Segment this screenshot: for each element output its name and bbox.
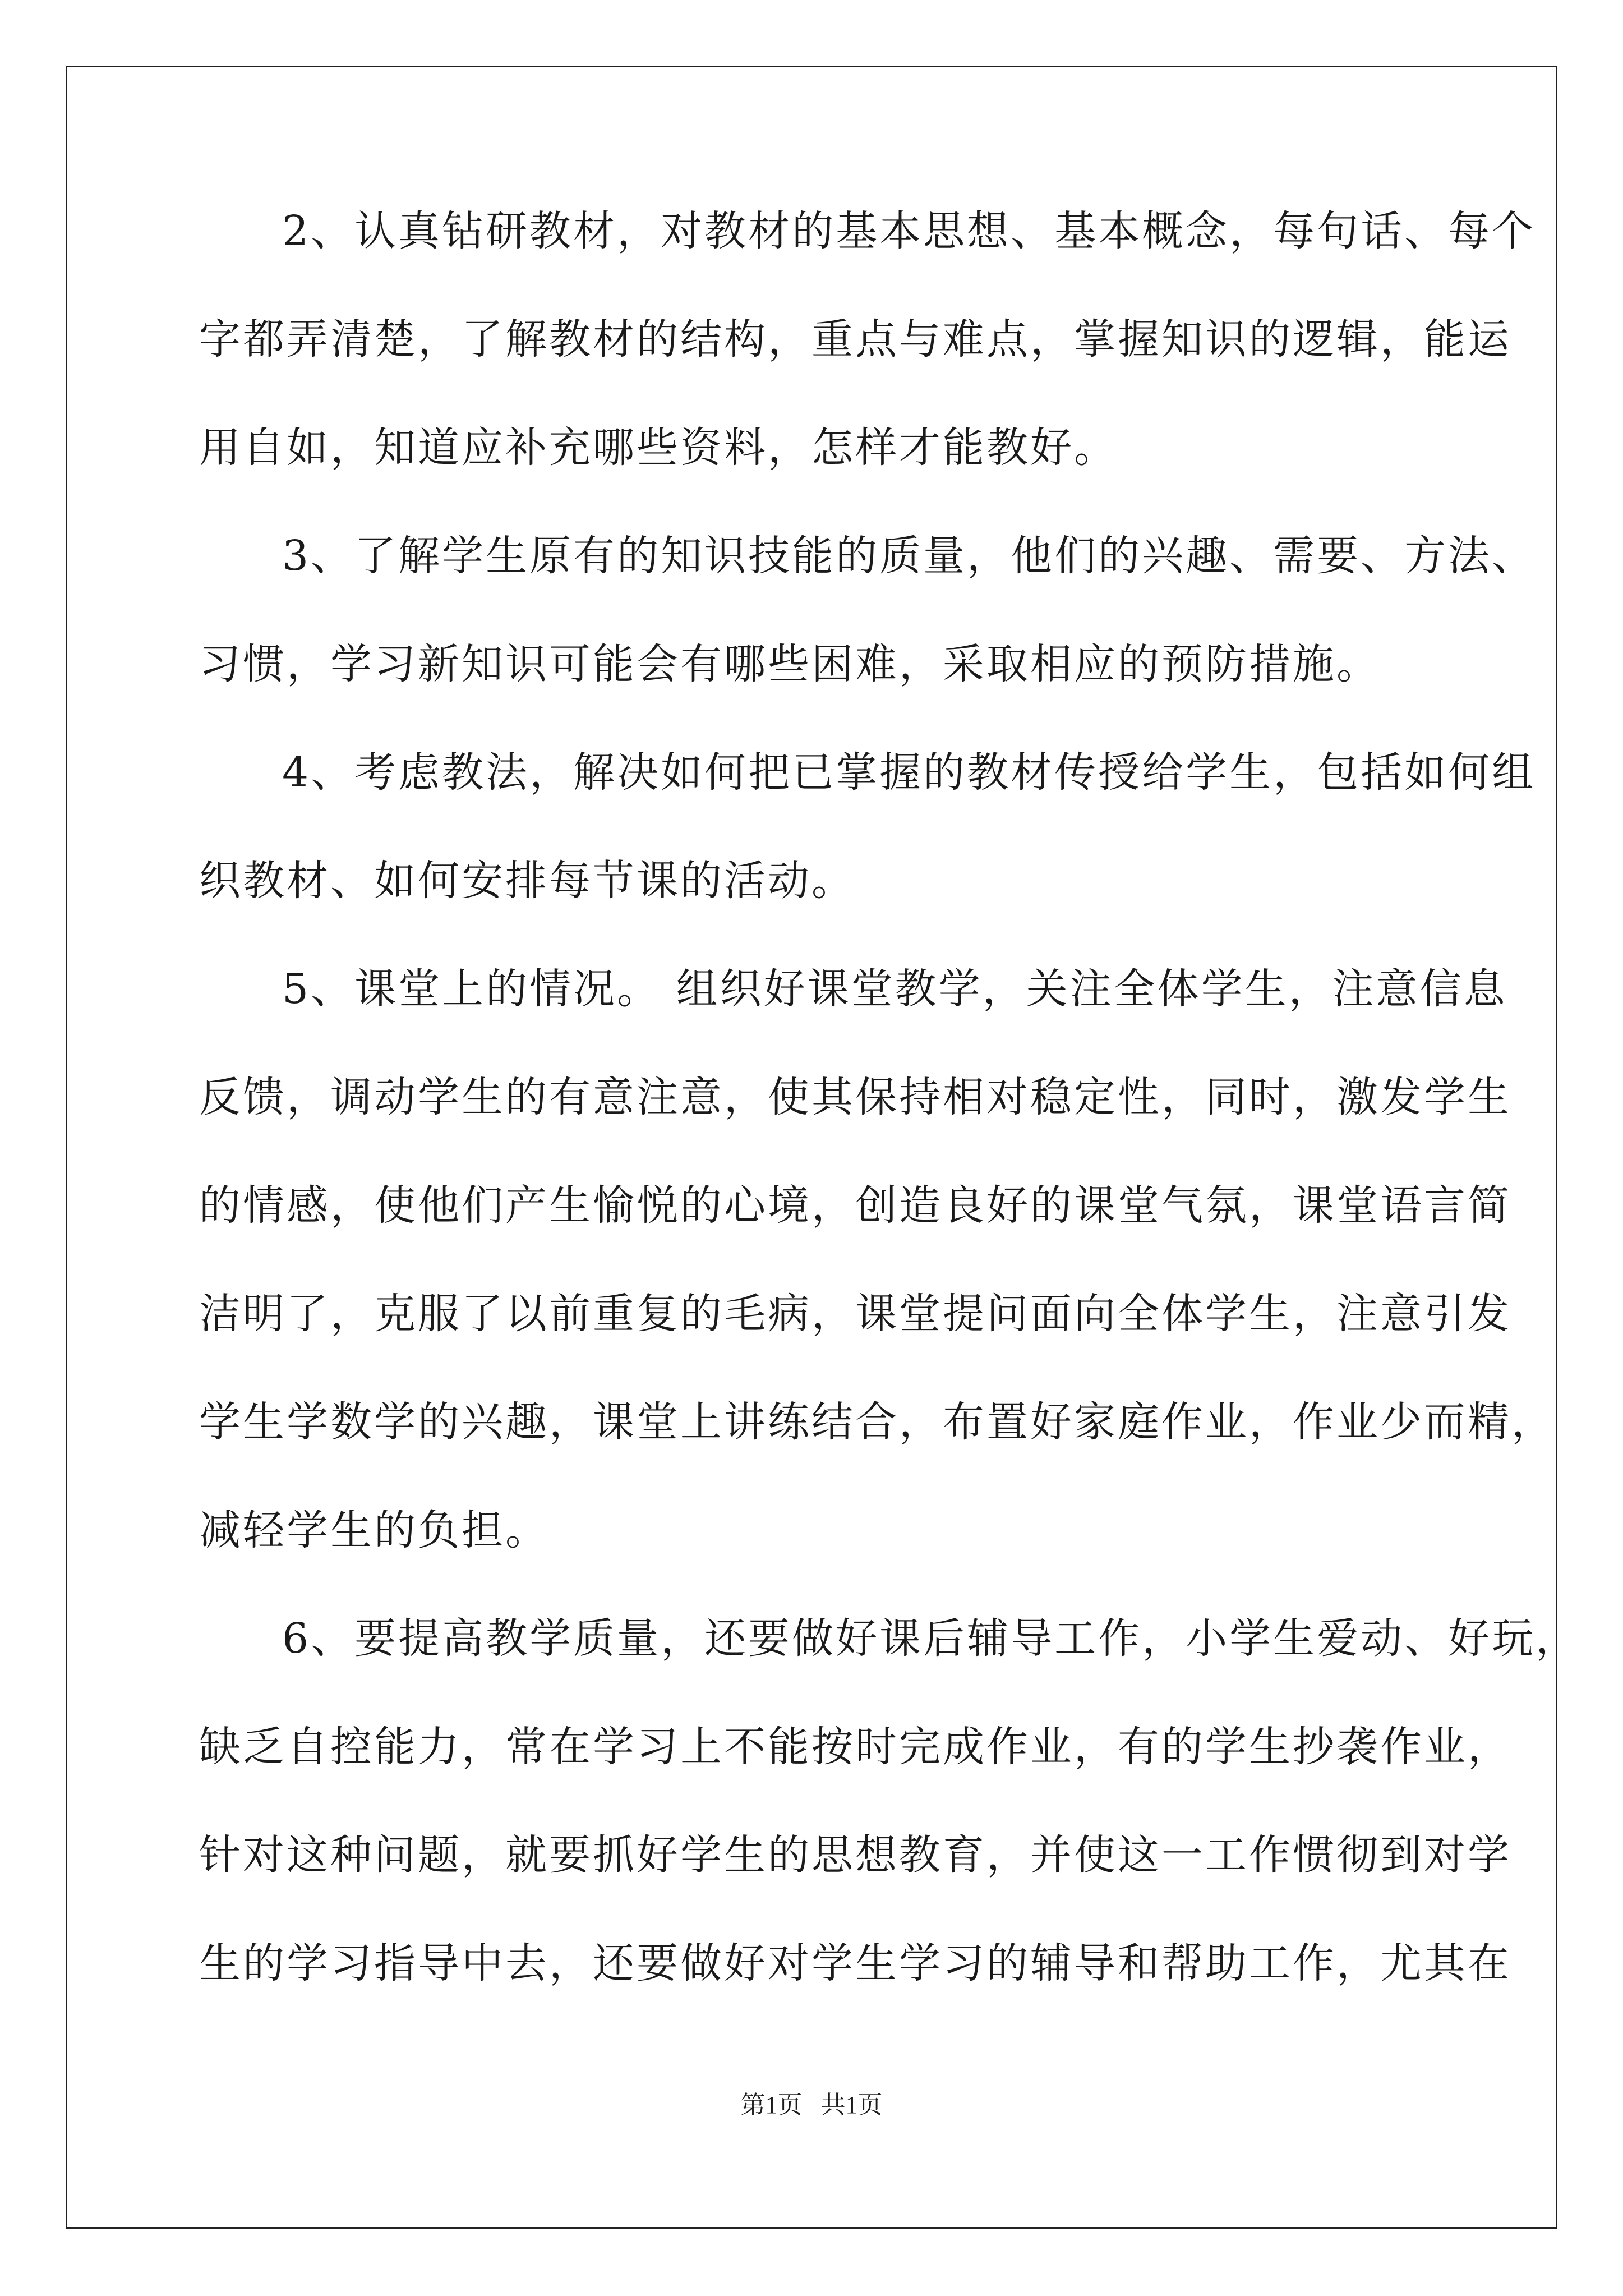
text-line: 3、了解学生原有的知识技能的质量，他们的兴趣、需要、方法、 — [282, 532, 1536, 580]
document-body — [199, 207, 1580, 2051]
text-line: 习惯，学习新知识可能会有哪些困难，采取相应的预防措施。 — [199, 640, 1380, 688]
text-line: 用自如，知道应补充哪些资料，怎样才能教好。 — [199, 424, 1118, 472]
text-line: 缺乏自控能力，常在学习上不能按时完成作业，有的学生抄袭作业， — [199, 1723, 1511, 1771]
text-line: 反馈，调动学生的有意注意，使其保持相对稳定性，同时，激发学生 — [199, 1073, 1511, 1121]
text-line: 5、课堂上的情况。 组织好课堂教学，关注全体学生，注意信息 — [282, 965, 1507, 1013]
text-line: 生的学习指导中去，还要做好对学生学习的辅导和帮助工作，尤其在 — [199, 1939, 1511, 1987]
text-line: 减轻学生的负担。 — [199, 1506, 549, 1554]
text-line: 字都弄清楚，了解教材的结构，重点与难点，掌握知识的逻辑，能运 — [199, 315, 1511, 364]
text-line: 洁明了，克服了以前重复的毛病，课堂提问面向全体学生，注意引发 — [199, 1290, 1511, 1338]
text-line: 学生学数学的兴趣，课堂上讲练结合，布置好家庭作业，作业少而精， — [199, 1398, 1555, 1446]
text-line: 4、考虑教法，解决如何把已掌握的教材传授给学生，包括如何组 — [282, 748, 1536, 797]
text-line: 6、要提高教学质量，还要做好课后辅导工作，小学生爱动、好玩， — [282, 1614, 1580, 1663]
text-line: 2、认真钻研教材，对教材的基本思想、基本概念，每句话、每个 — [282, 207, 1536, 255]
text-line: 的情感，使他们产生愉悦的心境，创造良好的课堂气氛，课堂语言简 — [199, 1181, 1511, 1230]
text-line: 针对这种问题，就要抓好学生的思想教育，并使这一工作惯彻到对学 — [199, 1831, 1511, 1879]
page-footer: 第1页 共1页 — [740, 2091, 883, 2119]
text-line: 织教材、如何安排每节课的活动。 — [199, 857, 855, 905]
